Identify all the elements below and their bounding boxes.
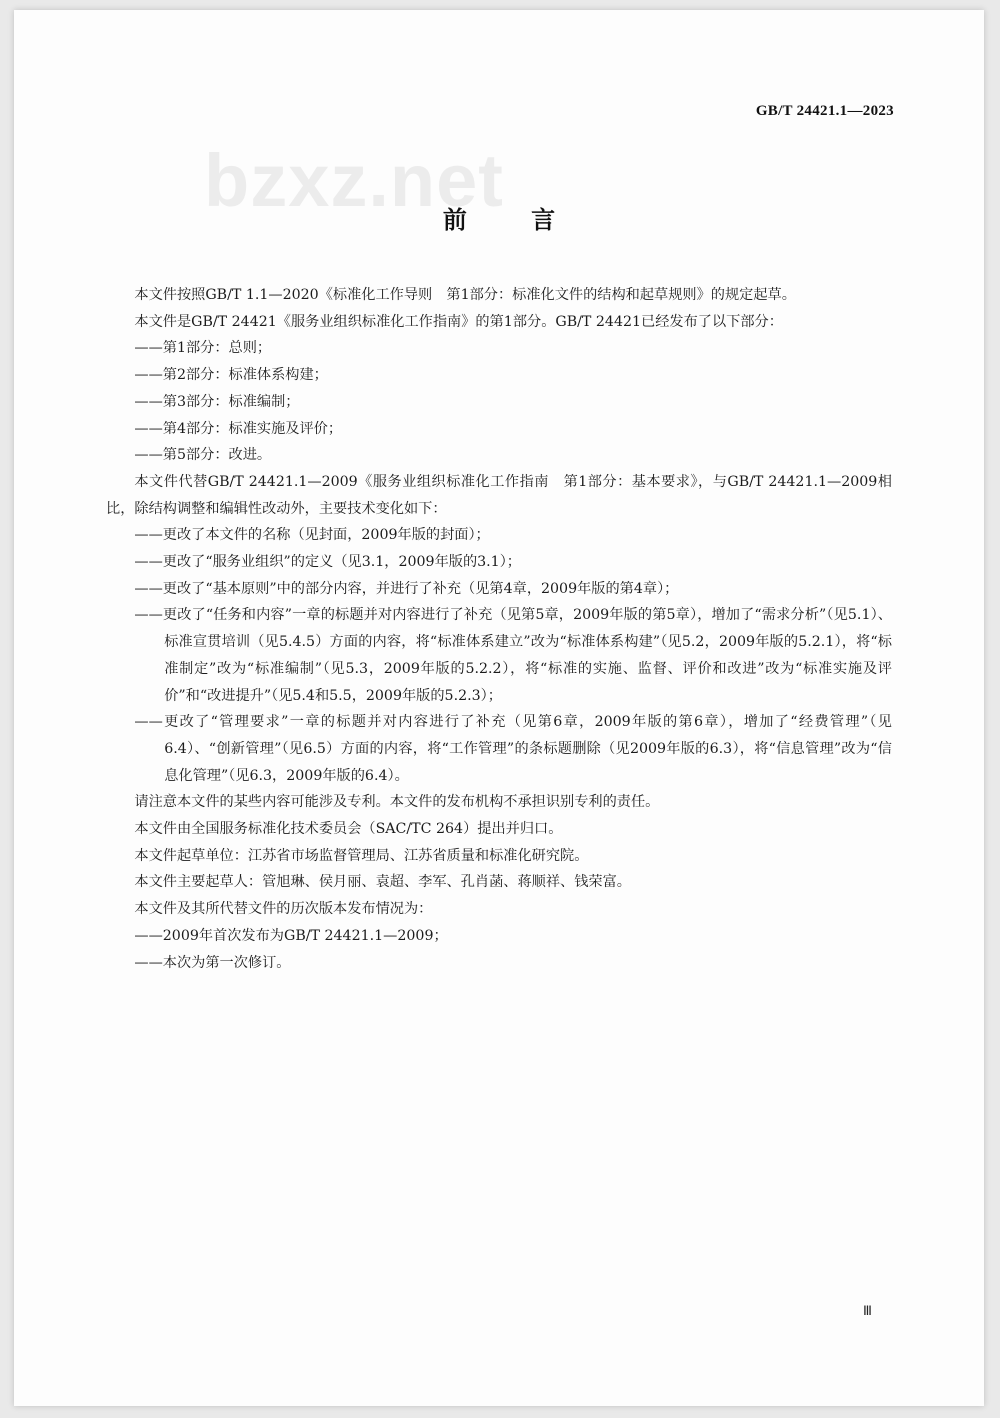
list-item: ——第4部分：标准实施及评价；	[134, 420, 343, 437]
paragraph: 本文件及其所代替文件的历次版本发布情况为：	[134, 901, 433, 918]
list-item: ——更改了“基本原则”中的部分内容，并进行了补充（见第4章，2009年版的第4章）；	[134, 580, 679, 597]
list-item: ——第3部分：标准编制；	[134, 393, 300, 410]
page-title: 前 言	[442, 206, 584, 234]
list-item: ——更改了“服务业组织”的定义（见3.1，2009年版的3.1）；	[134, 554, 521, 571]
list-item: ——2009年首次发布为GB/T 24421.1—2009；	[134, 927, 448, 944]
paragraph: 请注意本文件的某些内容可能涉及专利。本文件的发布机构不承担识别专利的责任。	[134, 794, 660, 811]
list-item: ——更改了“任务和内容”一章的标题并对内容进行了补充（见第5章，2009年版的第5章），增加了“需求分析”（见5.1）、标准宣贯培训（见5.4.5）方面的内容，将“标准体系建立”改为“标准体系构建”（见5.2，2009年版的5.2.1），将“标准制定”改为“标准编制”（见5.3，2009年版的5.2.2），将“标准的实施、监督、评价和改进”改为“标准实施及评价”和“改进提升”（见5.4和5.5，2009年版的5.2.3）；	[134, 607, 892, 704]
page-number: Ⅲ	[863, 1303, 872, 1318]
paragraph: 本文件代替GB/T 24421.1—2009《服务业组织标准化工作指南 第1部分：基本要求》，与GB/T 24421.1—2009相比，除结构调整和编辑性改动外，主要技术变化如下：	[106, 473, 892, 517]
paragraph: 本文件起草单位：江苏省市场监督管理局、江苏省质量和标准化研究院。	[134, 847, 589, 864]
paragraph: 本文件主要起草人：管旭琳、侯月丽、袁超、李军、孔肖菡、蒋顺祥、钱荣富。	[134, 874, 631, 891]
list-item: ——更改了“管理要求”一章的标题并对内容进行了补充（见第6章，2009年版的第6章），增加了“经费管理”（见6.4）、“创新管理”（见6.5）方面的内容，将“工作管理”的条标题删除（见2009年版的6.3），将“信息管理”改为“信息化管理”（见6.3，2009年版的6.4）。	[134, 714, 892, 784]
watermark: bzxz.net	[204, 139, 504, 222]
document-page	[14, 10, 984, 1406]
paragraph: 本文件是GB/T 24421《服务业组织标准化工作指南》的第1部分。GB/T 24421已经发布了以下部分：	[134, 313, 783, 330]
paragraph: 本文件按照GB/T 1.1—2020《标准化工作导则 第1部分：标准化文件的结构和起草规则》的规定起草。	[134, 287, 796, 303]
list-item: ——第2部分：标准体系构建；	[134, 367, 328, 384]
paragraph: 本文件由全国服务标准化技术委员会（SAC/TC 264）提出并归口。	[134, 821, 563, 838]
list-item: ——第5部分：改进。	[134, 447, 272, 464]
standard-code: GB/T 24421.1—2023	[755, 103, 894, 119]
list-item: ——第1部分：总则；	[134, 340, 272, 357]
list-item: ——本次为第一次修订。	[134, 954, 291, 971]
foreword-body	[106, 282, 892, 976]
list-item: ——更改了本文件的名称（见封面，2009年版的封面）；	[134, 527, 490, 544]
